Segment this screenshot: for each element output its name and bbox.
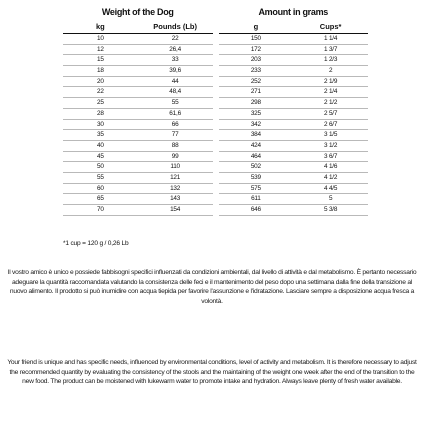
- pounds-cell: 143: [138, 194, 213, 205]
- grams-cell: 575: [219, 183, 294, 194]
- pounds-cell: 48,4: [138, 87, 213, 98]
- kg-cell: 45: [63, 151, 138, 162]
- table-body: [63, 34, 368, 216]
- feeding-table: [63, 8, 368, 216]
- kg-cell: 12: [63, 44, 138, 55]
- grams-cell: 611: [219, 194, 294, 205]
- grams-cell: 203: [219, 55, 294, 66]
- cups-cell: 3 1/2: [293, 140, 368, 151]
- table-row: [63, 76, 368, 87]
- cups-cell: 4 1/2: [293, 172, 368, 183]
- table-row: [63, 87, 368, 98]
- pounds-cell: 99: [138, 151, 213, 162]
- column-header-row: [63, 21, 368, 34]
- pounds-cell: 121: [138, 172, 213, 183]
- grams-cell: 325: [219, 108, 294, 119]
- table-row: [63, 205, 368, 216]
- pounds-cell: 55: [138, 98, 213, 109]
- kg-cell: 65: [63, 194, 138, 205]
- kg-cell: 50: [63, 162, 138, 173]
- grams-cell: 172: [219, 44, 294, 55]
- grams-cell: 150: [219, 34, 294, 45]
- pounds-column-header: Pounds (Lb): [138, 21, 213, 34]
- kg-cell: 30: [63, 119, 138, 130]
- pounds-cell: 66: [138, 119, 213, 130]
- table-row: [63, 119, 368, 130]
- table-row: [63, 108, 368, 119]
- kg-cell: 22: [63, 87, 138, 98]
- grams-column-header: g: [219, 21, 294, 34]
- grams-cell: 539: [219, 172, 294, 183]
- table-row: [63, 172, 368, 183]
- kg-cell: 40: [63, 140, 138, 151]
- kg-cell: 10: [63, 34, 138, 45]
- weight-of-dog-header: Weight of the Dog: [101, 7, 174, 17]
- pounds-cell: 22: [138, 34, 213, 45]
- table-row: [63, 66, 368, 77]
- cups-cell: 2 6/7: [293, 119, 368, 130]
- grams-cell: 464: [219, 151, 294, 162]
- grams-cell: 384: [219, 130, 294, 141]
- grams-cell: 298: [219, 98, 294, 109]
- cups-cell: 3 1/5: [293, 130, 368, 141]
- pounds-cell: 44: [138, 76, 213, 87]
- grams-cell: 646: [219, 205, 294, 216]
- cups-cell: 2 1/4: [293, 87, 368, 98]
- cups-cell: 2 1/2: [293, 98, 368, 109]
- table-row: [63, 98, 368, 109]
- italian-instructions: Il vostro amico è unico e possiede fabbisogni specifici influenzati da condizioni ambientali, dal livello di attività e dal metabolismo. È pertanto necessario adeguare la quantità raccomandata valutando la consistenza delle feci e il mantenimento del peso dopo una settimana dalla fine della transizione al nuovo alimento. Il prodotto si può inumidire con acqua tiepida per favorire l'assunzione e l'idratazione. Lasciare sempre a disposizione acqua fresca a volontà.: [7, 269, 417, 305]
- cups-cell: 5 3/8: [293, 205, 368, 216]
- grams-cell: 424: [219, 140, 294, 151]
- pounds-cell: 154: [138, 205, 213, 216]
- cups-column-header: Cups*: [293, 21, 368, 34]
- table-row: [63, 34, 368, 45]
- grams-cell: 502: [219, 162, 294, 173]
- table-row: [63, 55, 368, 66]
- cups-cell: 1 1/4: [293, 34, 368, 45]
- group-header-row: [63, 8, 368, 21]
- pounds-cell: 39,6: [138, 66, 213, 77]
- grams-cell: 252: [219, 76, 294, 87]
- table-row: [63, 162, 368, 173]
- grams-cell: 342: [219, 119, 294, 130]
- kg-cell: 20: [63, 76, 138, 87]
- pounds-cell: 110: [138, 162, 213, 173]
- kg-cell: 60: [63, 183, 138, 194]
- table-row: [63, 151, 368, 162]
- table-row: [63, 130, 368, 141]
- cups-cell: 4 1/6: [293, 162, 368, 173]
- kg-cell: 25: [63, 98, 138, 109]
- table-row: [63, 140, 368, 151]
- cups-cell: 3 6/7: [293, 151, 368, 162]
- kg-cell: 55: [63, 172, 138, 183]
- grams-cell: 271: [219, 87, 294, 98]
- pounds-cell: 61,6: [138, 108, 213, 119]
- kg-cell: 18: [63, 66, 138, 77]
- pounds-cell: 88: [138, 140, 213, 151]
- pounds-cell: 77: [138, 130, 213, 141]
- pounds-cell: 132: [138, 183, 213, 194]
- grams-cell: 233: [219, 66, 294, 77]
- table-row: [63, 44, 368, 55]
- table-row: [63, 194, 368, 205]
- pounds-cell: 33: [138, 55, 213, 66]
- cups-cell: 4 4/5: [293, 183, 368, 194]
- cups-cell: 1 2/3: [293, 55, 368, 66]
- cups-cell: 2 5/7: [293, 108, 368, 119]
- table-row: [63, 183, 368, 194]
- cups-cell: 1 3/7: [293, 44, 368, 55]
- kg-cell: 28: [63, 108, 138, 119]
- cup-footnote: *1 cup = 120 g / 0,26 Lb: [63, 240, 129, 247]
- kg-column-header: kg: [63, 21, 138, 34]
- amount-in-grams-header: Amount in grams: [258, 7, 328, 17]
- cups-cell: 5: [293, 194, 368, 205]
- kg-cell: 15: [63, 55, 138, 66]
- kg-cell: 70: [63, 205, 138, 216]
- kg-cell: 35: [63, 130, 138, 141]
- cups-cell: 2: [293, 66, 368, 77]
- pounds-cell: 26,4: [138, 44, 213, 55]
- cups-cell: 2 1/9: [293, 76, 368, 87]
- english-instructions: Your friend is unique and has specific needs, influenced by environmental conditions, level of activity and metabolism. It is therefore necessary to adjust the recommended quantity by evaluating the consistency of the stools and the maintaining of the weight one week after the end of the transition to the new food. The product can be moistened with lukewarm water to promote intake and hydration. Always leave plenty of fresh water available.: [7, 359, 417, 386]
